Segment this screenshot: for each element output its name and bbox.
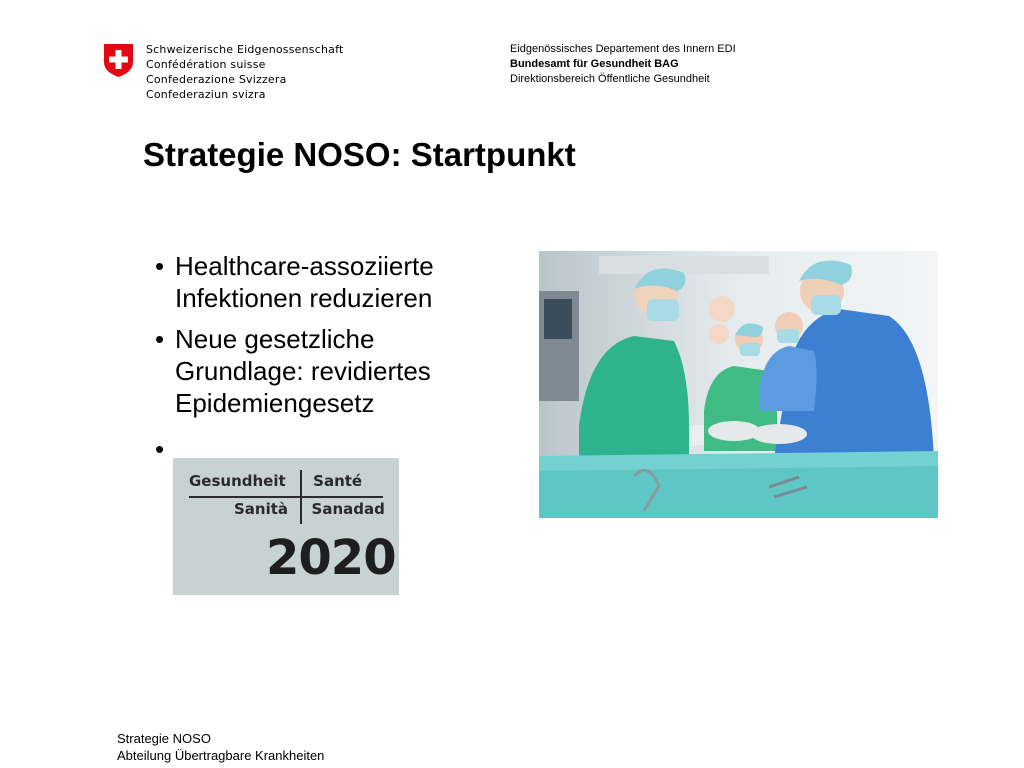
confederation-name-fr: Confédération suisse xyxy=(146,58,266,71)
logo-line-1 xyxy=(189,472,362,490)
logo-text-sanadad: Sanadad xyxy=(311,500,385,518)
bullet-text: Neue gesetzliche Grundlage: revidiertes Epidemiengesetz xyxy=(175,324,431,418)
logo-horizontal-rule xyxy=(189,496,383,498)
bullet-list xyxy=(155,250,485,474)
logo-line-2 xyxy=(234,500,385,518)
confederation-names xyxy=(146,42,343,102)
confederation-name-rm: Confederaziun svizra xyxy=(146,88,266,101)
swiss-flag-icon xyxy=(102,42,135,78)
department-block xyxy=(510,42,736,87)
bullet-marker: • xyxy=(155,251,165,281)
bullet-marker: • xyxy=(155,434,165,464)
operating-room-photo xyxy=(539,251,938,518)
logo-text-sante: Santé xyxy=(313,472,363,490)
department-name: Eidgenössisches Departement des Innern EDI xyxy=(510,43,736,55)
logo-text-gesundheit: Gesundheit xyxy=(189,472,286,490)
confederation-name-it: Confederazione Svizzera xyxy=(146,73,287,86)
office-name: Bundesamt für Gesundheit BAG xyxy=(510,58,679,70)
confederation-name-de: Schweizerische Eidgenossenschaft xyxy=(146,43,344,56)
bullet-marker: • xyxy=(155,324,165,354)
slide-title: Strategie NOSO: Startpunkt xyxy=(143,136,576,173)
footer xyxy=(117,730,324,764)
gesundheit-2020-logo xyxy=(173,458,399,595)
bullet-text: Healthcare-assoziierte Infektionen reduzieren xyxy=(175,251,434,313)
footer-line-2: Abteilung Übertragbare Krankheiten xyxy=(117,748,325,763)
division-name: Direktionsbereich Öffentliche Gesundheit xyxy=(510,73,710,85)
footer-line-1: Strategie NOSO xyxy=(117,731,211,746)
logo-year: 2020 xyxy=(266,530,396,586)
logo-text-sanita: Sanità xyxy=(234,500,289,518)
bullet-item xyxy=(155,250,485,314)
bullet-item xyxy=(155,323,485,419)
